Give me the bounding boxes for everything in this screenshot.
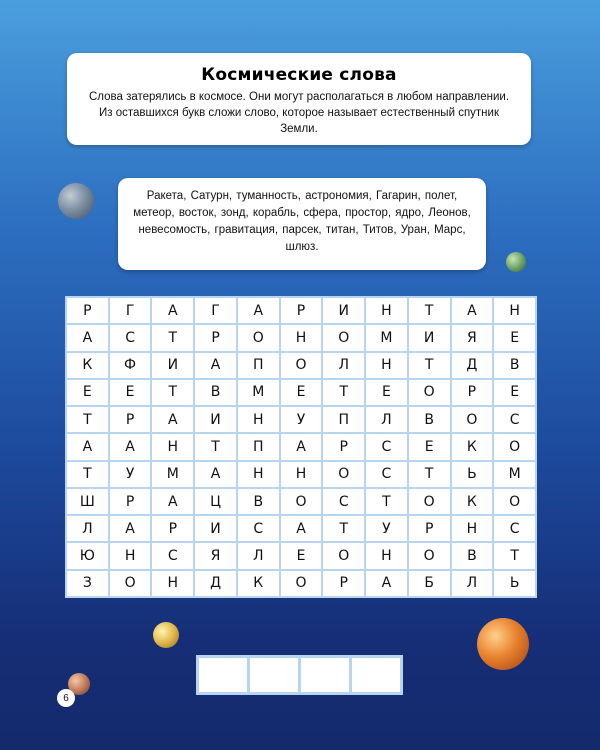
grid-cell[interactable]: О	[409, 543, 450, 568]
grid-cell[interactable]: О	[323, 462, 364, 487]
grid-cell[interactable]: Ш	[67, 489, 108, 514]
answer-boxes	[196, 655, 403, 695]
grid-cell[interactable]: Е	[281, 543, 322, 568]
page-title: Космические слова	[201, 65, 397, 85]
grid-cell[interactable]: К	[452, 434, 493, 459]
grid-cell[interactable]: К	[67, 353, 108, 378]
grid-cell[interactable]: У	[110, 462, 151, 487]
answer-box[interactable]	[199, 658, 247, 692]
grid-cell[interactable]: М	[238, 380, 279, 405]
grid-cell[interactable]: Ф	[110, 353, 151, 378]
grid-cell[interactable]: С	[110, 325, 151, 350]
grid-cell[interactable]: Н	[281, 462, 322, 487]
grid-cell[interactable]: Г	[110, 298, 151, 323]
grid-cell[interactable]: Р	[452, 380, 493, 405]
grid-cell[interactable]: С	[366, 462, 407, 487]
grid-cell[interactable]: Н	[494, 298, 535, 323]
grid-cell[interactable]: О	[281, 571, 322, 596]
grid-cell[interactable]: У	[281, 407, 322, 432]
grid-cell[interactable]: У	[366, 516, 407, 541]
grid-cell[interactable]: С	[152, 543, 193, 568]
grid-cell[interactable]: К	[238, 571, 279, 596]
grid-cell[interactable]: О	[323, 543, 364, 568]
grid-cell[interactable]: Р	[195, 325, 236, 350]
grid-cell[interactable]: Л	[452, 571, 493, 596]
grid-cell[interactable]: Е	[409, 434, 450, 459]
instructions-card	[67, 53, 531, 145]
grid-cell[interactable]: Т	[323, 516, 364, 541]
grid-cell[interactable]: И	[152, 353, 193, 378]
grid-cell[interactable]: Р	[409, 516, 450, 541]
grid-cell[interactable]: О	[494, 489, 535, 514]
grid-cell[interactable]: Ц	[195, 489, 236, 514]
grid-cell[interactable]: Т	[409, 353, 450, 378]
grid-cell[interactable]: И	[323, 298, 364, 323]
grid-cell[interactable]: С	[494, 516, 535, 541]
grid-cell[interactable]: Т	[409, 298, 450, 323]
grid-cell[interactable]: Д	[452, 353, 493, 378]
grid-cell[interactable]: Т	[323, 380, 364, 405]
grid-cell[interactable]: П	[238, 353, 279, 378]
grid-cell[interactable]: Т	[409, 462, 450, 487]
grid-cell[interactable]: А	[366, 571, 407, 596]
answer-box[interactable]	[301, 658, 349, 692]
grid-cell[interactable]: Л	[238, 543, 279, 568]
word-list-text: Ракета, Сатурн, туманность, астрономия, Гагарин, полет, метеор, восток, зонд, корабль, сфера, простор, ядро, Леонов, невесомость, гравитация, парсек, титан, Титов, Уран, Марс, шлюз.	[133, 190, 471, 253]
grid-cell[interactable]: Н	[281, 325, 322, 350]
grid-cell[interactable]: О	[281, 353, 322, 378]
grid-cell[interactable]: А	[195, 353, 236, 378]
grid-cell[interactable]: Е	[366, 380, 407, 405]
grid-cell[interactable]: В	[409, 407, 450, 432]
grid-cell[interactable]: Е	[67, 380, 108, 405]
grid-cell[interactable]: Я	[452, 325, 493, 350]
grid-cell[interactable]: С	[494, 407, 535, 432]
answer-box[interactable]	[352, 658, 400, 692]
grid-cell[interactable]: Н	[152, 434, 193, 459]
grid-cell[interactable]: Л	[323, 353, 364, 378]
grid-cell[interactable]: Т	[366, 489, 407, 514]
planet-green-decoration	[506, 252, 526, 272]
grid-cell[interactable]: П	[323, 407, 364, 432]
grid-cell[interactable]: О	[323, 325, 364, 350]
grid-cell[interactable]: Я	[195, 543, 236, 568]
grid-cell[interactable]: А	[152, 298, 193, 323]
planet-yellow-decoration	[153, 622, 179, 648]
grid-cell[interactable]: В	[452, 543, 493, 568]
page-number: 6	[57, 689, 75, 707]
grid-cell[interactable]: Н	[238, 462, 279, 487]
grid-cell[interactable]: А	[238, 298, 279, 323]
grid-cell[interactable]: И	[195, 407, 236, 432]
grid-cell[interactable]: А	[110, 516, 151, 541]
grid-cell[interactable]: Р	[323, 434, 364, 459]
grid-cell[interactable]: А	[281, 434, 322, 459]
planet-gray-decoration	[58, 183, 94, 219]
grid-cell[interactable]: В	[195, 380, 236, 405]
grid-cell[interactable]: А	[195, 462, 236, 487]
grid-cell[interactable]: Р	[281, 298, 322, 323]
grid-cell[interactable]: А	[110, 434, 151, 459]
grid-cell[interactable]: Д	[195, 571, 236, 596]
grid-cell[interactable]: Т	[195, 434, 236, 459]
grid-cell[interactable]: И	[195, 516, 236, 541]
grid-cell[interactable]: Р	[67, 298, 108, 323]
grid-cell[interactable]: А	[281, 516, 322, 541]
grid-cell[interactable]: Н	[366, 543, 407, 568]
word-list-card	[118, 178, 486, 270]
word-search-grid	[65, 296, 537, 598]
grid-cell[interactable]: Р	[323, 571, 364, 596]
grid-cell[interactable]: К	[452, 489, 493, 514]
grid-cell[interactable]: М	[152, 462, 193, 487]
planet-orange-decoration	[477, 618, 529, 670]
grid-cell[interactable]: Е	[494, 380, 535, 405]
grid-cell[interactable]: С	[238, 516, 279, 541]
grid-cell[interactable]: Е	[281, 380, 322, 405]
grid-cell[interactable]: Р	[152, 516, 193, 541]
grid-cell[interactable]: М	[366, 325, 407, 350]
grid-cell[interactable]: Т	[494, 543, 535, 568]
grid-cell[interactable]: Г	[195, 298, 236, 323]
grid-cell[interactable]: З	[67, 571, 108, 596]
grid-cell[interactable]: О	[110, 571, 151, 596]
grid-cell[interactable]: А	[67, 434, 108, 459]
grid-cell[interactable]: Н	[238, 407, 279, 432]
grid-cell[interactable]: О	[281, 489, 322, 514]
grid-cell[interactable]: О	[409, 489, 450, 514]
grid-cell[interactable]: О	[238, 325, 279, 350]
grid-cell[interactable]: А	[152, 489, 193, 514]
grid-cell[interactable]: Е	[494, 325, 535, 350]
grid-cell[interactable]: Н	[110, 543, 151, 568]
grid-cell[interactable]: В	[494, 353, 535, 378]
grid-cell[interactable]: П	[238, 434, 279, 459]
grid-cell[interactable]: Н	[152, 571, 193, 596]
grid-cell[interactable]: Л	[67, 516, 108, 541]
grid-cell[interactable]: О	[409, 380, 450, 405]
grid-cell[interactable]: С	[366, 434, 407, 459]
grid-cell[interactable]: Т	[67, 462, 108, 487]
grid-cell[interactable]: Н	[452, 516, 493, 541]
grid-cell[interactable]: О	[494, 434, 535, 459]
grid-cell[interactable]: Ю	[67, 543, 108, 568]
grid-cell[interactable]: И	[409, 325, 450, 350]
grid-cell[interactable]: Е	[110, 380, 151, 405]
grid-cell[interactable]: А	[67, 325, 108, 350]
grid-cell[interactable]: Р	[110, 407, 151, 432]
grid-cell[interactable]: А	[452, 298, 493, 323]
instructions-text: Слова затерялись в космосе. Они могут располагаться в любом направлении. Из оставшихся букв сложи слово, которое называет естественный спутник Земли.	[88, 91, 510, 135]
grid-cell[interactable]: М	[494, 462, 535, 487]
grid-cell[interactable]: Н	[366, 353, 407, 378]
grid-cell[interactable]: Т	[152, 380, 193, 405]
grid-cell[interactable]: С	[323, 489, 364, 514]
grid-cell[interactable]: Л	[366, 407, 407, 432]
grid-cell[interactable]: Н	[366, 298, 407, 323]
grid-cell[interactable]: Т	[152, 325, 193, 350]
grid-cell[interactable]: Ь	[494, 571, 535, 596]
grid-cell[interactable]: Ь	[452, 462, 493, 487]
answer-box[interactable]	[250, 658, 298, 692]
grid-cell[interactable]: В	[238, 489, 279, 514]
grid-cell[interactable]: А	[152, 407, 193, 432]
grid-cell[interactable]: Т	[67, 407, 108, 432]
grid-cell[interactable]: О	[452, 407, 493, 432]
grid-cell[interactable]: Р	[110, 489, 151, 514]
grid-cell[interactable]: Б	[409, 571, 450, 596]
